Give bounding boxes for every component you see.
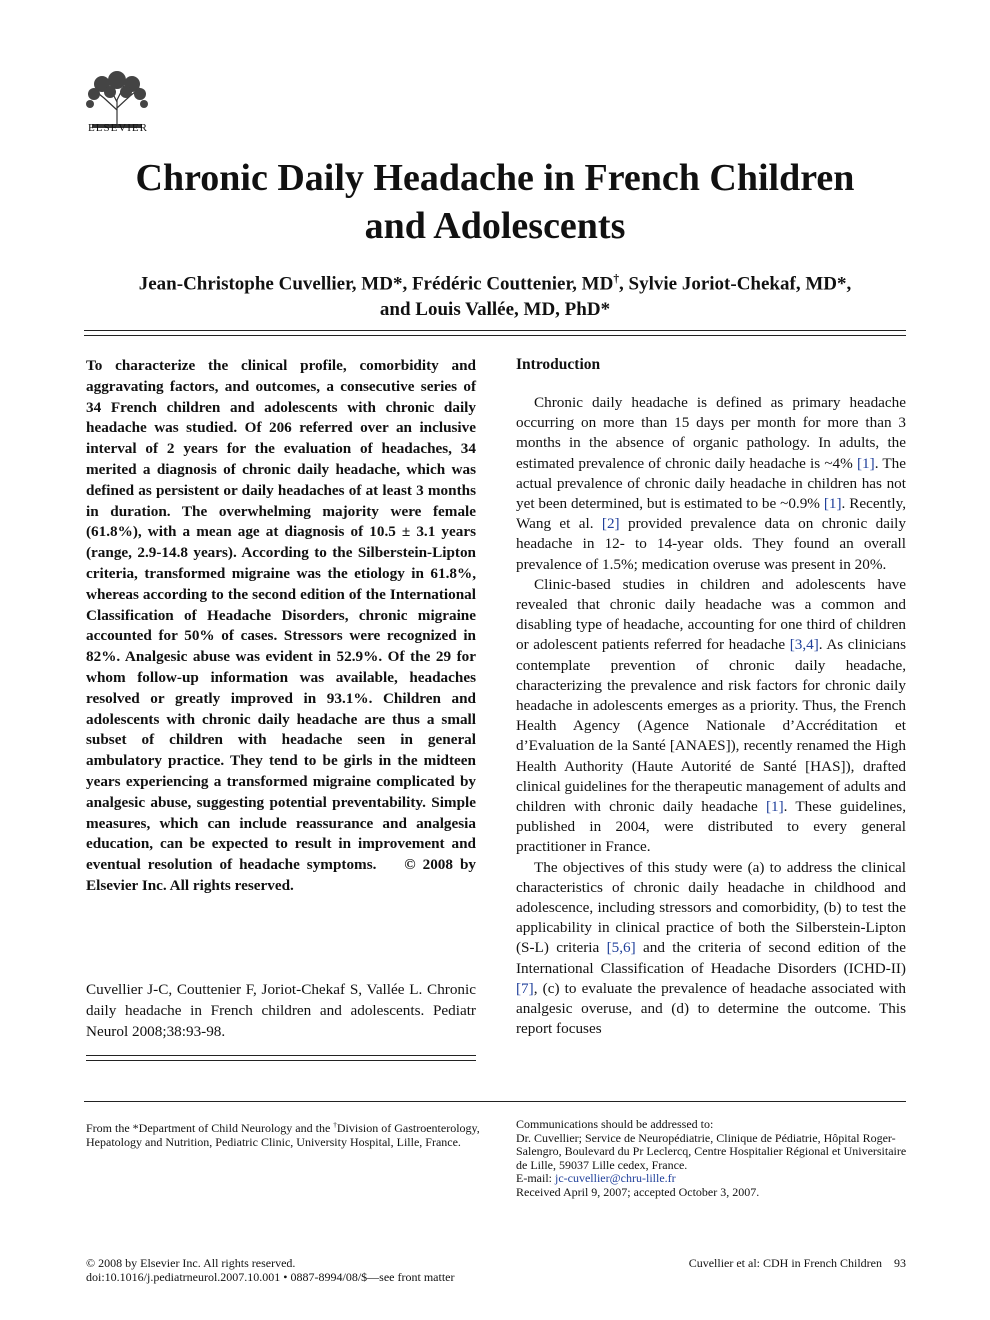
paragraph: The objectives of this study were (a) to address the clinical characteristics of chronic daily headache in childhood and adolescence, including stressors and comorbidity, (b) to test the applicability in clinical practice of both the Silberstein-Lipton (S-L) criteria [5,6] and the criteria of second edition of the International Classification of Headache Disorders (ICHD-II) [7], (c) to evaluate the prevalence of headache associated with analgesic overuse, and (d) to determine the outcome. This report focuses <box>516 858 906 1038</box>
page-footer-right <box>600 1256 906 1271</box>
citation-rule-top <box>86 1055 476 1056</box>
reference-link[interactable]: [5,6] <box>606 939 636 957</box>
title-line-1: Chronic Daily Headache in French Children <box>135 157 855 199</box>
abstract <box>86 356 476 897</box>
running-head: Cuvellier et al: CDH in French Children <box>688 1256 882 1270</box>
correspondence-email: E-mail: jc-cuvellier@chru-lille.fr <box>516 1171 676 1186</box>
header-rule-top <box>84 330 906 331</box>
reference-link[interactable]: [2] <box>601 515 620 533</box>
affiliation-note: From the *Department of Child Neurology and the †Division of Gastroenterology, Hepatology and Nutrition, Pediatric Clinic, University Hospital, Lille, France. <box>86 1121 480 1149</box>
received-dates: Received April 9, 2007; accepted October 3, 2007. <box>516 1184 760 1199</box>
email-link[interactable]: jc-cuvellier@chru-lille.fr <box>555 1171 676 1186</box>
correspondence-address: Dr. Cuvellier; Service de Neuropédiatrie, Clinique de Pédiatrie, Hôpital Roger-Salengro, Boulevard du Pr Leclercq, Centre Hospitalier Régional et Universitaire de Lille, 59037 Lille cedex, France. <box>516 1130 907 1172</box>
correspondence-note <box>516 1118 916 1200</box>
paragraph: Chronic daily headache is defined as primary headache occurring on more than 15 days per month for more than 3 months in the absence of organic pathology. In adults, the estimated prevalence of chronic daily headache is ~4% [1]. The actual prevalence of chronic daily headache in children has not yet been determined, but is estimated to be ~0.9% [1]. Recently, Wang et al. [2] provided prevalence data on chronic daily headache in 12- to 14-year olds. They found an overall prevalence of 1.5%; medication overuse was present in 20%. <box>516 394 906 573</box>
footer-doi: doi:10.1016/j.pediatrneurol.2007.10.001 • 0887-8994/08/$—see front matter <box>86 1270 455 1284</box>
correspondence-label: Communications should be addressed to: <box>516 1117 714 1131</box>
reference-link[interactable]: [1] <box>765 798 784 816</box>
publisher-name: ELSEVIER <box>88 122 148 134</box>
footnote-rule <box>84 1101 906 1102</box>
article-title <box>60 154 930 250</box>
page-footer-left <box>86 1256 454 1284</box>
abstract-copyright: © 2008 by Elsevier Inc. All rights reserved. <box>86 856 476 894</box>
reference-link[interactable]: [3,4] <box>789 636 819 654</box>
abstract-text: To characterize the clinical profile, comorbidity and aggravating factors, and outcomes, a consecutive series of 34 French children and adolescents with chronic daily headache was studied. Of 206 referred over an inclusive interval of 2 years for the evaluation of headaches, 34 merited a diagnosis of chronic daily headache, which was defined as persistent or daily headaches of at least 3 months in duration. The overwhelming majority were female (61.8%), with a mean age at diagnosis of 10.5 ± 3.1 years (range, 2.9-14.8 years). According to the Silberstein-Lipton criteria, transformed migraine was the etiology in 61.8%, whereas according to the second edition of the International Classification of Headache Disorders, chronic migraine accounted for 50% of cases. Stressors were recognized in 82%. Analgesic abuse was evident in 52.9%. Of the 29 for whom follow-up information was available, headaches resolved or greatly improved in 93.1%. Children and adolescents with chronic daily headache are thus a small subset of children with headache seen in general ambulatory practice. They tend to be girls in the midteen years experiencing a transformed migraine complicated by analgesic abuse, suggesting potential preventability. Simple measures, which can include reassurance and analgesia education, can be expected to result in improvement and eventual resolution of headache symptoms. <box>86 357 476 874</box>
citation: Cuvellier J-C, Couttenier F, Joriot-Chekaf S, Vallée L. Chronic daily headache in French children and adolescents. Pediatr Neurol 2008;38:93-98. <box>86 981 476 1040</box>
reference-link[interactable]: [7] <box>516 979 534 997</box>
citation-rule-bottom <box>86 1060 476 1061</box>
header-rule-bottom <box>84 335 906 336</box>
section-heading: Introduction <box>516 356 601 373</box>
footer-copyright: © 2008 by Elsevier Inc. All rights reserved. <box>86 1256 296 1270</box>
title-line-2: and Adolescents <box>364 205 626 247</box>
page-number: 93 <box>894 1256 906 1270</box>
reference-link[interactable]: [1] <box>823 495 842 513</box>
paragraph: Clinic-based studies in children and adolescents have revealed that chronic daily headache was a common and disabling type of headache, accounting for one third of children or adolescent patients referred for headache [3,4]. As clinicians contemplate prevention of chronic daily headache, characterizing the prevalence and risk factors for chronic daily headache in adolescents emerges as a priority. Thus, the French Health Agency (Agence Nationale d’Accréditation et d’Evaluation de la Santé [ANAES]), recently renamed the High Health Authority (Haute Autorité de Santé [HAS]), drafted clinical guidelines for the therapeutic management of adults and children with chronic daily headache [1]. These guidelines, published in 2004, were distributed to every general practitioner in France. <box>516 575 906 856</box>
authors-line-2: and Louis Vallée, MD, PhD* <box>379 299 611 321</box>
reference-link[interactable]: [1] <box>856 454 875 472</box>
authors-line-1: Jean-Christophe Cuvellier, MD*, Frédéric Couttenier, MD†, Sylvie Joriot-Chekaf, MD*, <box>138 273 852 295</box>
author-list <box>80 266 910 323</box>
introduction-body <box>516 393 906 1040</box>
